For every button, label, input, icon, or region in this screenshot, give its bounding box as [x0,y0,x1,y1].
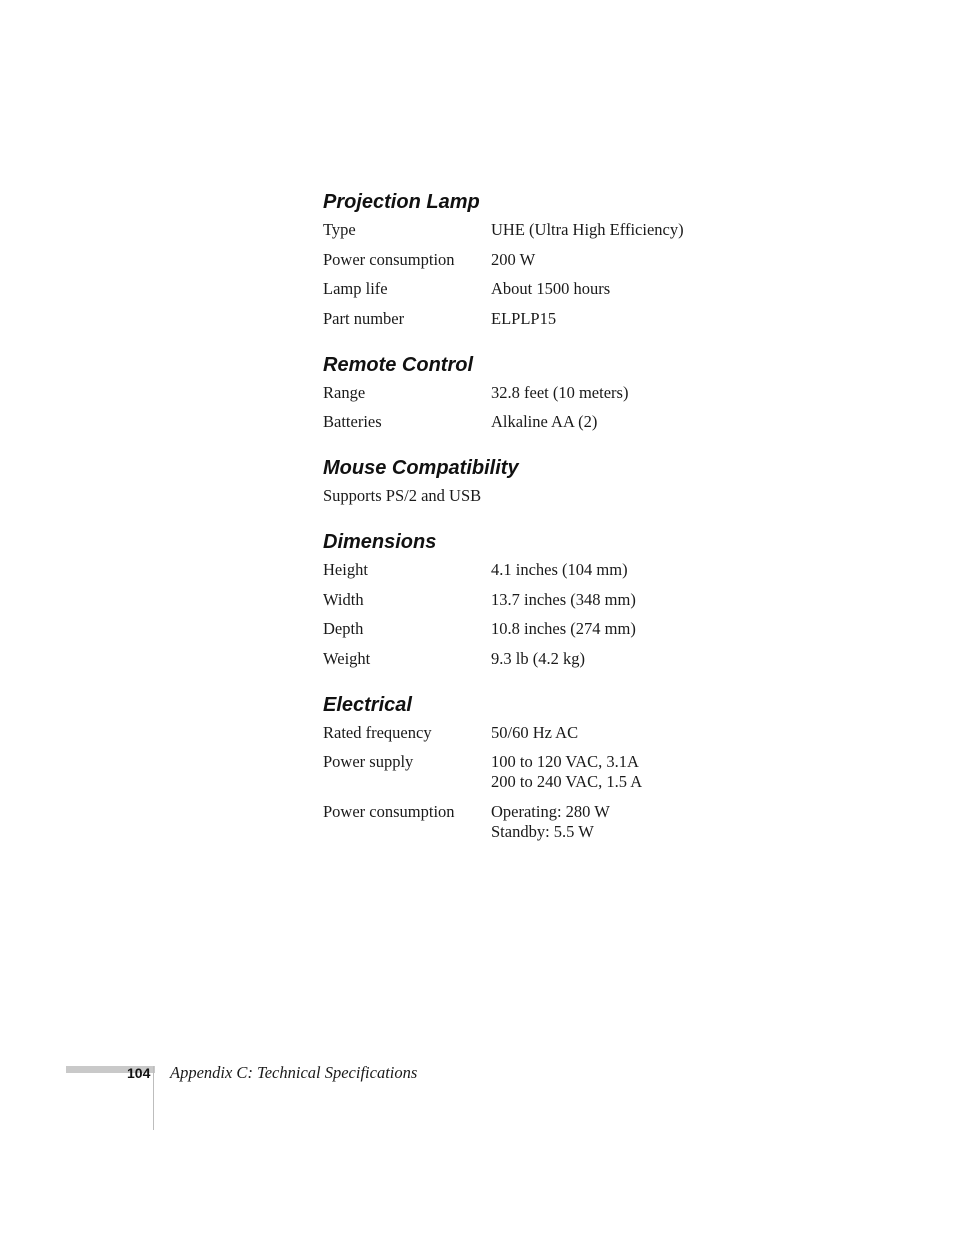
spec-row [323,220,843,240]
spec-value: 200 W [491,249,536,269]
spec-row [323,279,843,299]
spec-row [323,649,843,669]
spec-value-line: Operating: 280 W [491,801,610,821]
spec-label: Range [323,382,366,402]
spec-row [323,590,843,610]
spec-label: Part number [323,308,405,328]
spec-row [323,619,843,639]
page-number: 104 [127,1065,151,1081]
spec-value: 50/60 Hz AC [491,722,579,742]
spec-row [323,802,843,842]
spec-label: Power supply [323,752,414,771]
spec-value: ELPLP15 [491,308,557,328]
spec-value-multiline [491,752,843,792]
spec-row [323,752,843,792]
spec-text: Supports PS/2 and USB [323,486,482,505]
spec-row [323,250,843,270]
spec-value-line: Standby: 5.5 W [491,821,594,841]
spec-value-multiline [491,802,843,842]
spec-value-line: 200 to 240 VAC, 1.5 A [491,772,643,791]
spec-row [323,412,843,432]
spec-label: Batteries [323,412,382,431]
section-heading: Electrical [323,693,412,716]
spec-content [323,186,843,862]
section-mouse-compatibility [323,452,843,506]
spec-label: Rated frequency [323,722,432,742]
section-heading: Remote Control [323,353,473,376]
footer-rule [153,1066,154,1130]
spec-label: Power consumption [323,801,455,821]
section-remote-control [323,349,843,433]
spec-label: Lamp life [323,279,388,298]
spec-row [323,383,843,403]
spec-label: Type [323,220,356,239]
spec-value: 13.7 inches (348 mm) [491,589,636,609]
spec-row [323,309,843,329]
section-heading: Projection Lamp [323,191,480,213]
section-projection-lamp [323,186,843,329]
section-heading: Dimensions [323,531,437,553]
spec-label: Depth [323,619,364,638]
spec-row [323,723,843,743]
spec-value: 9.3 lb (4.2 kg) [491,648,585,668]
spec-value-line: 100 to 120 VAC, 3.1A [491,752,639,771]
section-dimensions [323,526,843,669]
spec-value: About 1500 hours [491,279,611,298]
spec-label: Weight [323,648,371,668]
spec-value: 32.8 feet (10 meters) [491,382,629,402]
spec-value: UHE (Ultra High Efficiency) [491,220,684,239]
spec-label: Width [323,589,364,609]
spec-value: 10.8 inches (274 mm) [491,619,636,638]
spec-row [323,560,843,580]
section-heading: Mouse Compatibility [323,457,519,479]
spec-label: Height [323,560,368,579]
spec-value: Alkaline AA (2) [491,412,598,431]
running-title: Appendix C: Technical Specifications [170,1063,418,1082]
spec-label: Power consumption [323,249,455,269]
spec-value: 4.1 inches (104 mm) [491,560,628,579]
section-electrical [323,689,843,842]
